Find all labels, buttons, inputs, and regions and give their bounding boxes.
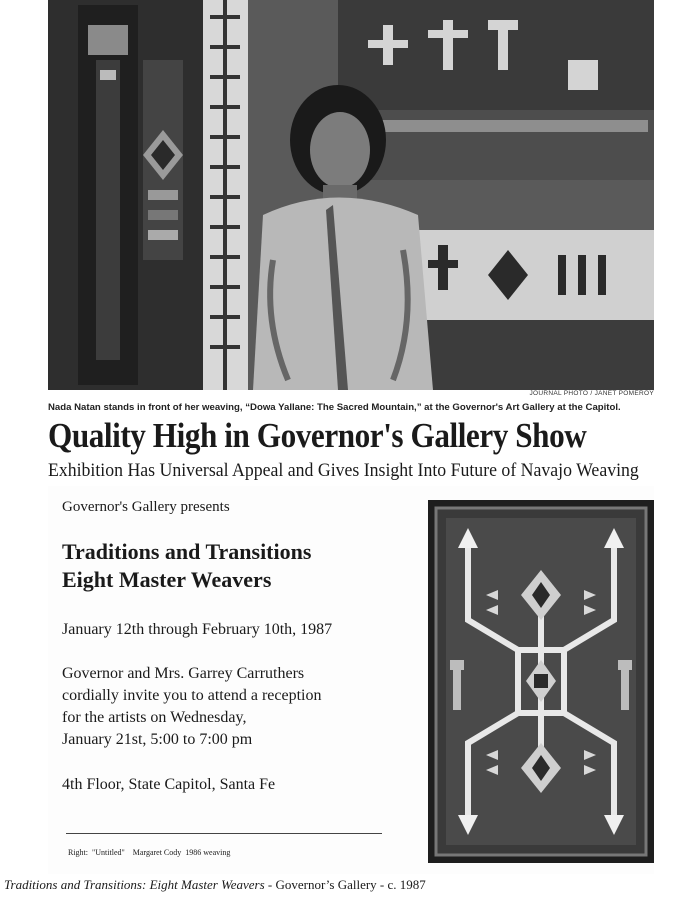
exhibition-dates: January 12th through February 10th, 1987 bbox=[62, 621, 333, 638]
footer-attribution: - Governor’s Gallery - c. 1987 bbox=[264, 877, 426, 892]
exhibition-title bbox=[62, 538, 311, 594]
exhibition-title-line2: Eight Master Weavers bbox=[62, 567, 272, 592]
rug-image bbox=[428, 500, 654, 863]
weaving-photo bbox=[48, 0, 654, 390]
divider bbox=[66, 833, 382, 834]
photo-credit: JOURNAL PHOTO / JANET POMEROY bbox=[529, 390, 654, 397]
invite-line: Governor and Mrs. Garrey Carruthers bbox=[62, 665, 305, 682]
presenter-line: Governor's Gallery presents bbox=[62, 499, 230, 515]
invite-line: January 21st, 5:00 to 7:00 pm bbox=[62, 731, 253, 748]
reception-invitation bbox=[62, 663, 321, 751]
footer-title: Traditions and Transitions: Eight Master Weavers bbox=[4, 877, 265, 892]
invite-line: cordially invite you to attend a reception bbox=[62, 687, 322, 704]
image-note: Right: "Untitled" Margaret Cody 1986 weaving bbox=[68, 848, 231, 857]
photo-caption: Nada Natan stands in front of her weaving, “Dowa Yallane: The Sacred Mountain,” at the Governor's Art Gallery at the Capitol. bbox=[48, 402, 621, 413]
article-headline: Quality High in Governor's Gallery Show bbox=[48, 417, 587, 455]
event-location: 4th Floor, State Capitol, Santa Fe bbox=[62, 776, 276, 793]
footer-caption bbox=[4, 877, 426, 893]
article-subheadline: Exhibition Has Universal Appeal and Gives Insight Into Future of Navajo Weaving bbox=[48, 460, 639, 481]
invite-line: for the artists on Wednesday, bbox=[62, 709, 247, 726]
exhibition-title-line1: Traditions and Transitions bbox=[62, 539, 312, 564]
